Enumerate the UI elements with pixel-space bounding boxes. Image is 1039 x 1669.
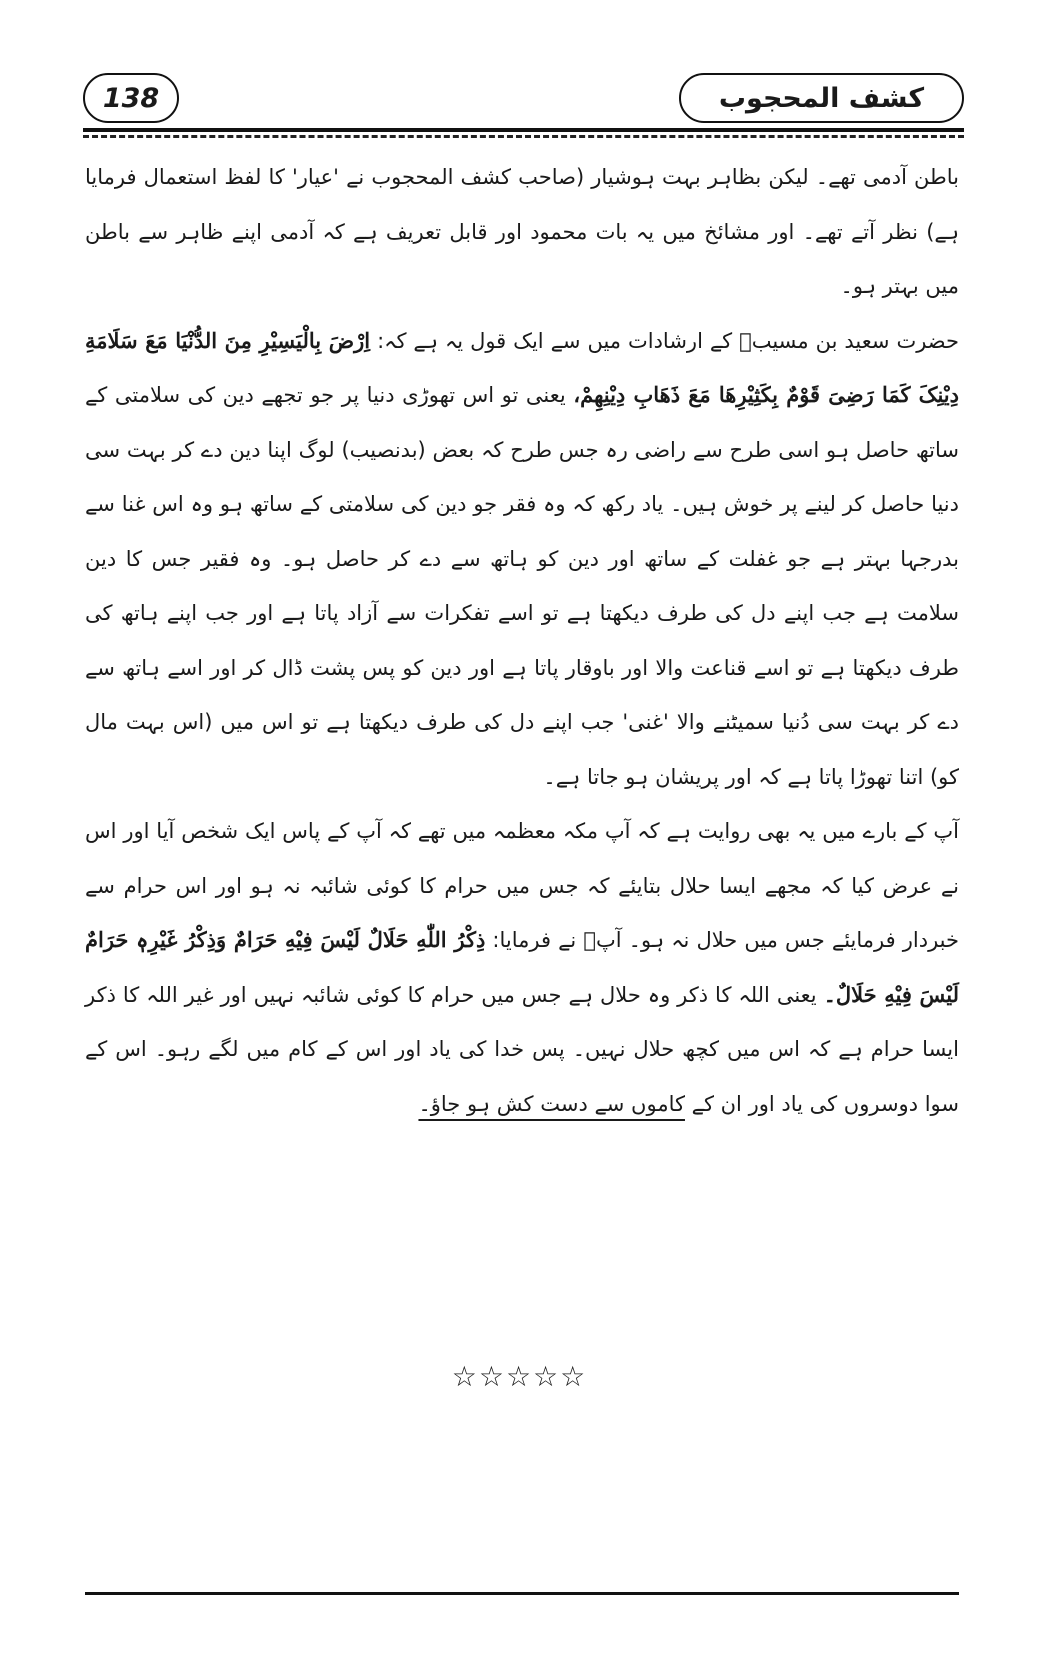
header-rule-dashed — [83, 135, 964, 138]
paragraph-3-translation: یعنی اللہ کا ذکر وہ حلال ہے جس میں حرام کا کوئی شائبہ نہیں اور غیر اللہ کا ذکر ایسا حرام ہے کہ اس میں کچھ حلال نہیں۔ پس خدا کی یاد اور اس کے کام میں لگے رہو۔ اس کے سوا دوسروں کی یاد اور ان کے — [85, 982, 959, 1116]
stars-text: ☆☆☆☆☆ — [451, 1360, 588, 1393]
book-title — [679, 73, 964, 123]
footer-rule — [85, 1592, 959, 1595]
paragraph-3-intro: آپ کے بارے میں یہ بھی روایت ہے کہ آپ مکہ معظمہ میں تھے کہ آپ کے پاس ایک شخص آیا اور اس نے عرض کیا کہ مجھے ایسا حلال بتایئے کہ جس میں حرام کا کوئی شائبہ نہ ہو اور اس حرام سے خبردار فرمایئے جس میں حلال نہ ہو۔ آپؒ نے فرمایا: — [85, 819, 959, 952]
book-title-text: کشف المحجوب — [718, 82, 925, 114]
header-rule-thick — [83, 128, 964, 132]
paragraph-2-intro: حضرت سعید بن مسیبؒ کے ارشادات میں سے ایک قول یہ ہے کہ: — [377, 328, 959, 353]
arabic-quote-1: اِرْضَ بِالْیَسِیْرِ مِنَ الدُّنْیَا مَعَ سَلَامَةِ دِیْنِکَ کَمَا رَضِیَ قَوْمٌ بِکَثِیْرِهَا مَعَ ذَهَابِ دِیْنِهِمْ، — [85, 327, 959, 407]
header-rule — [83, 128, 964, 142]
paragraph-2 — [85, 314, 959, 805]
paragraph-3 — [85, 804, 959, 1131]
arabic-quote-2: ذِکْرُ اللّٰهِ حَلَالٌ لَیْسَ فِیْهِ حَرَامٌ وَذِکْرُ غَیْرِهٖ حَرَامٌ لَیْسَ فِیْهِ حَلَالٌ۔ — [85, 927, 959, 1007]
page-number-text: 138 — [102, 82, 160, 114]
section-end-stars — [0, 1360, 1039, 1393]
paragraph-2-translation: یعنی تو اس تھوڑی دنیا پر جو تجھے دین کی سلامتی کے ساتھ حاصل ہو اسی طرح سے راضی رہ جس طرح کہ بعض (بدنصیب) لوگ اپنا دین دے کر بہت سی دنیا حاصل کر لینے پر خوش ہیں۔ یاد رکھ کہ وہ فقر جو دین کی سلامتی کے ساتھ ہو وہ اس غنا سے بدرجہا بہتر ہے جو غفلت کے ساتھ اور دین کو ہاتھ سے دے کر حاصل ہو۔ وہ فقیر جس کا دین سلامت ہے جب اپنے دل کی طرف دیکھتا ہے تو اسے تفکرات سے آزاد پاتا ہے اور جب اپنے ہاتھ کی طرف دیکھتا ہے تو اسے قناعت والا اور باوقار پاتا ہے اور دین کو پس پشت ڈال کر اور اسے ہاتھ سے دے کر بہت سی دُنیا سمیٹنے والا 'غنی' جب اپنے دل کی طرف دیکھتا ہے تو اس میں (اس بہت مال کو) اتنا تھوڑا پاتا ہے کہ اور پریشان ہو جاتا ہے۔ — [85, 383, 959, 789]
page-body — [85, 150, 959, 1131]
paragraph-1 — [85, 150, 959, 314]
underlined-ending: کاموں سے دست کش ہو جاؤ۔ — [418, 1091, 685, 1116]
paragraph-1-text: باطن آدمی تھے۔ لیکن بظاہر بہت ہوشیار (صاحب کشف المحجوب نے 'عیار' کا لفظ استعمال فرمایا ہے) نظر آتے تھے۔ اور مشائخ میں یہ بات محمود اور قابل تعریف ہے کہ آدمی اپنے ظاہر سے باطن میں بہتر ہو۔ — [85, 165, 959, 298]
page-number — [83, 73, 179, 123]
